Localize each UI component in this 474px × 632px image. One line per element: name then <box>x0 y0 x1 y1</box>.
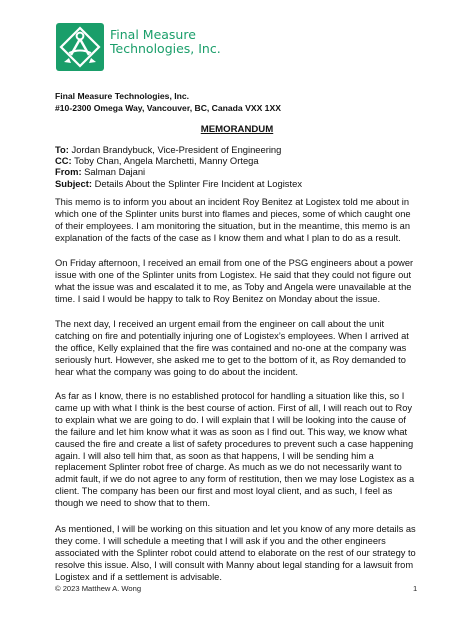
paragraph-line: associated with the Splinter robot could attend to elaborate on the rest of our strategy to <box>55 547 416 558</box>
paragraph-line: time. I said I would be happy to talk to Roy Benitez on Monday about the issue. <box>55 293 381 304</box>
cc-row <box>55 155 302 166</box>
paragraph-line: what the issue was and escalated it to me, as Toby and Angela were unavailable at the <box>55 281 412 292</box>
subject-value: Details About the Splinter Fire Incident at Logistex <box>94 177 303 189</box>
from-value: Salman Dajani <box>84 166 146 178</box>
brand-name <box>110 28 221 56</box>
address-line1: Final Measure Technologies, Inc. <box>55 91 190 101</box>
paragraph-line: the office, Kelly explained that the fire was contained and no-one at the company was <box>55 342 407 353</box>
subject-row <box>55 178 302 189</box>
company-logo-icon <box>55 22 105 72</box>
paragraph-line: which one of the Splinter units burst into flames and pieces, some of which caught one <box>55 208 411 219</box>
paragraph-line: came up with what I think is the best course of action. First of all, I will reach out to Roy <box>55 402 413 413</box>
from-label: From: <box>55 166 82 178</box>
paragraph-5 <box>55 524 427 584</box>
paragraph-line: hear what the company was going to do about the incident. <box>55 366 298 377</box>
paragraph-line: seriously hurt. However, she asked me to get to the bottom of it, as Roy demanded to <box>55 354 406 365</box>
paragraph-4 <box>55 391 427 510</box>
paragraph-line: admit fault, if we do not agree to any form of restitution, then we may lose Logistex as a <box>55 474 415 485</box>
address-line2: #10-2300 Omega Way, Vancouver, BC, Canada VXX 1XX <box>55 103 281 113</box>
paragraph-line: resolve this issue. Also, I will consult with Manny about legal standing for a lawsuit from <box>55 559 414 570</box>
paragraph-line: catching on fire and potentially injuring one of Logistex’s employees. When I arrived at <box>55 330 409 341</box>
from-row <box>55 166 302 177</box>
cc-label: CC: <box>55 155 72 167</box>
paragraph-1 <box>55 197 427 245</box>
paragraph-line: though we need to show that to them. <box>55 498 211 509</box>
paragraph-line: On Friday afternoon, I received an email from one of the PSG engineers about a power <box>55 258 414 268</box>
company-address <box>55 90 281 114</box>
paragraph-line: As mentioned, I will be working on this situation and let you know of any more details as <box>55 524 416 534</box>
paragraph-line: of their employees. I am monitoring the situation, but in the meantime, this memo is an <box>55 220 411 231</box>
paragraph-line: Logistex and if a settlement is advisable. <box>55 571 222 582</box>
paragraph-line: The next day, I received an urgent email from the engineer on call about the unit <box>55 319 385 329</box>
paragraph-line: the failure and let him know what it was as soon as I find out. This way, we know what <box>55 426 408 437</box>
subject-label: Subject: <box>55 177 92 189</box>
paragraph-line: again. I will also tell him that, as soon as that happens, I will be sending him a <box>55 450 374 461</box>
to-row <box>55 144 302 155</box>
paragraph-line: This memo is to inform you about an incident Roy Benitez at Logistex told me about in <box>55 197 409 207</box>
paragraph-line: issue with one of the Splinter units from Logistex. He said that they could not figure out <box>55 269 412 280</box>
paragraph-line: As far as I know, there is no established protocol for handling a situation like this, so I <box>55 391 405 401</box>
paragraph-line: caused the fire and create a list of safety procedures to prevent such a case happening <box>55 438 414 449</box>
brand-name-line1: Final Measure <box>110 27 196 42</box>
paragraph-line: explanation of the facts of the case as I know them and what I plan to do as a result. <box>55 232 401 243</box>
to-value: Jordan Brandybuck, Vice-President of Engineering <box>71 144 282 155</box>
paragraph-2 <box>55 258 427 306</box>
paragraph-line: client. The company has been our first and most loyal client, and as such, I feel as <box>55 486 393 497</box>
cc-value: Toby Chan, Angela Marchetti, Manny Ortega <box>74 155 259 167</box>
paragraph-3 <box>55 319 427 379</box>
memo-headers <box>55 144 302 189</box>
footer-copyright: © 2023 Matthew A. Wong <box>55 584 142 593</box>
brand-name-line2: Technologies, Inc. <box>110 41 221 56</box>
paragraph-line: they come. I will schedule a meeting that I will ask if you and the other engineers <box>55 535 386 546</box>
footer-page-number: 1 <box>413 584 418 593</box>
paragraph-line: to explain what we are going to do. I will explain that I will be looking into the cause of <box>55 414 406 425</box>
memo-title: MEMORANDUM <box>200 124 274 135</box>
to-label: To: <box>55 144 69 155</box>
paragraph-line: replacement Splinter robot free of charge. As much as we do not necessarily want to <box>55 462 402 473</box>
